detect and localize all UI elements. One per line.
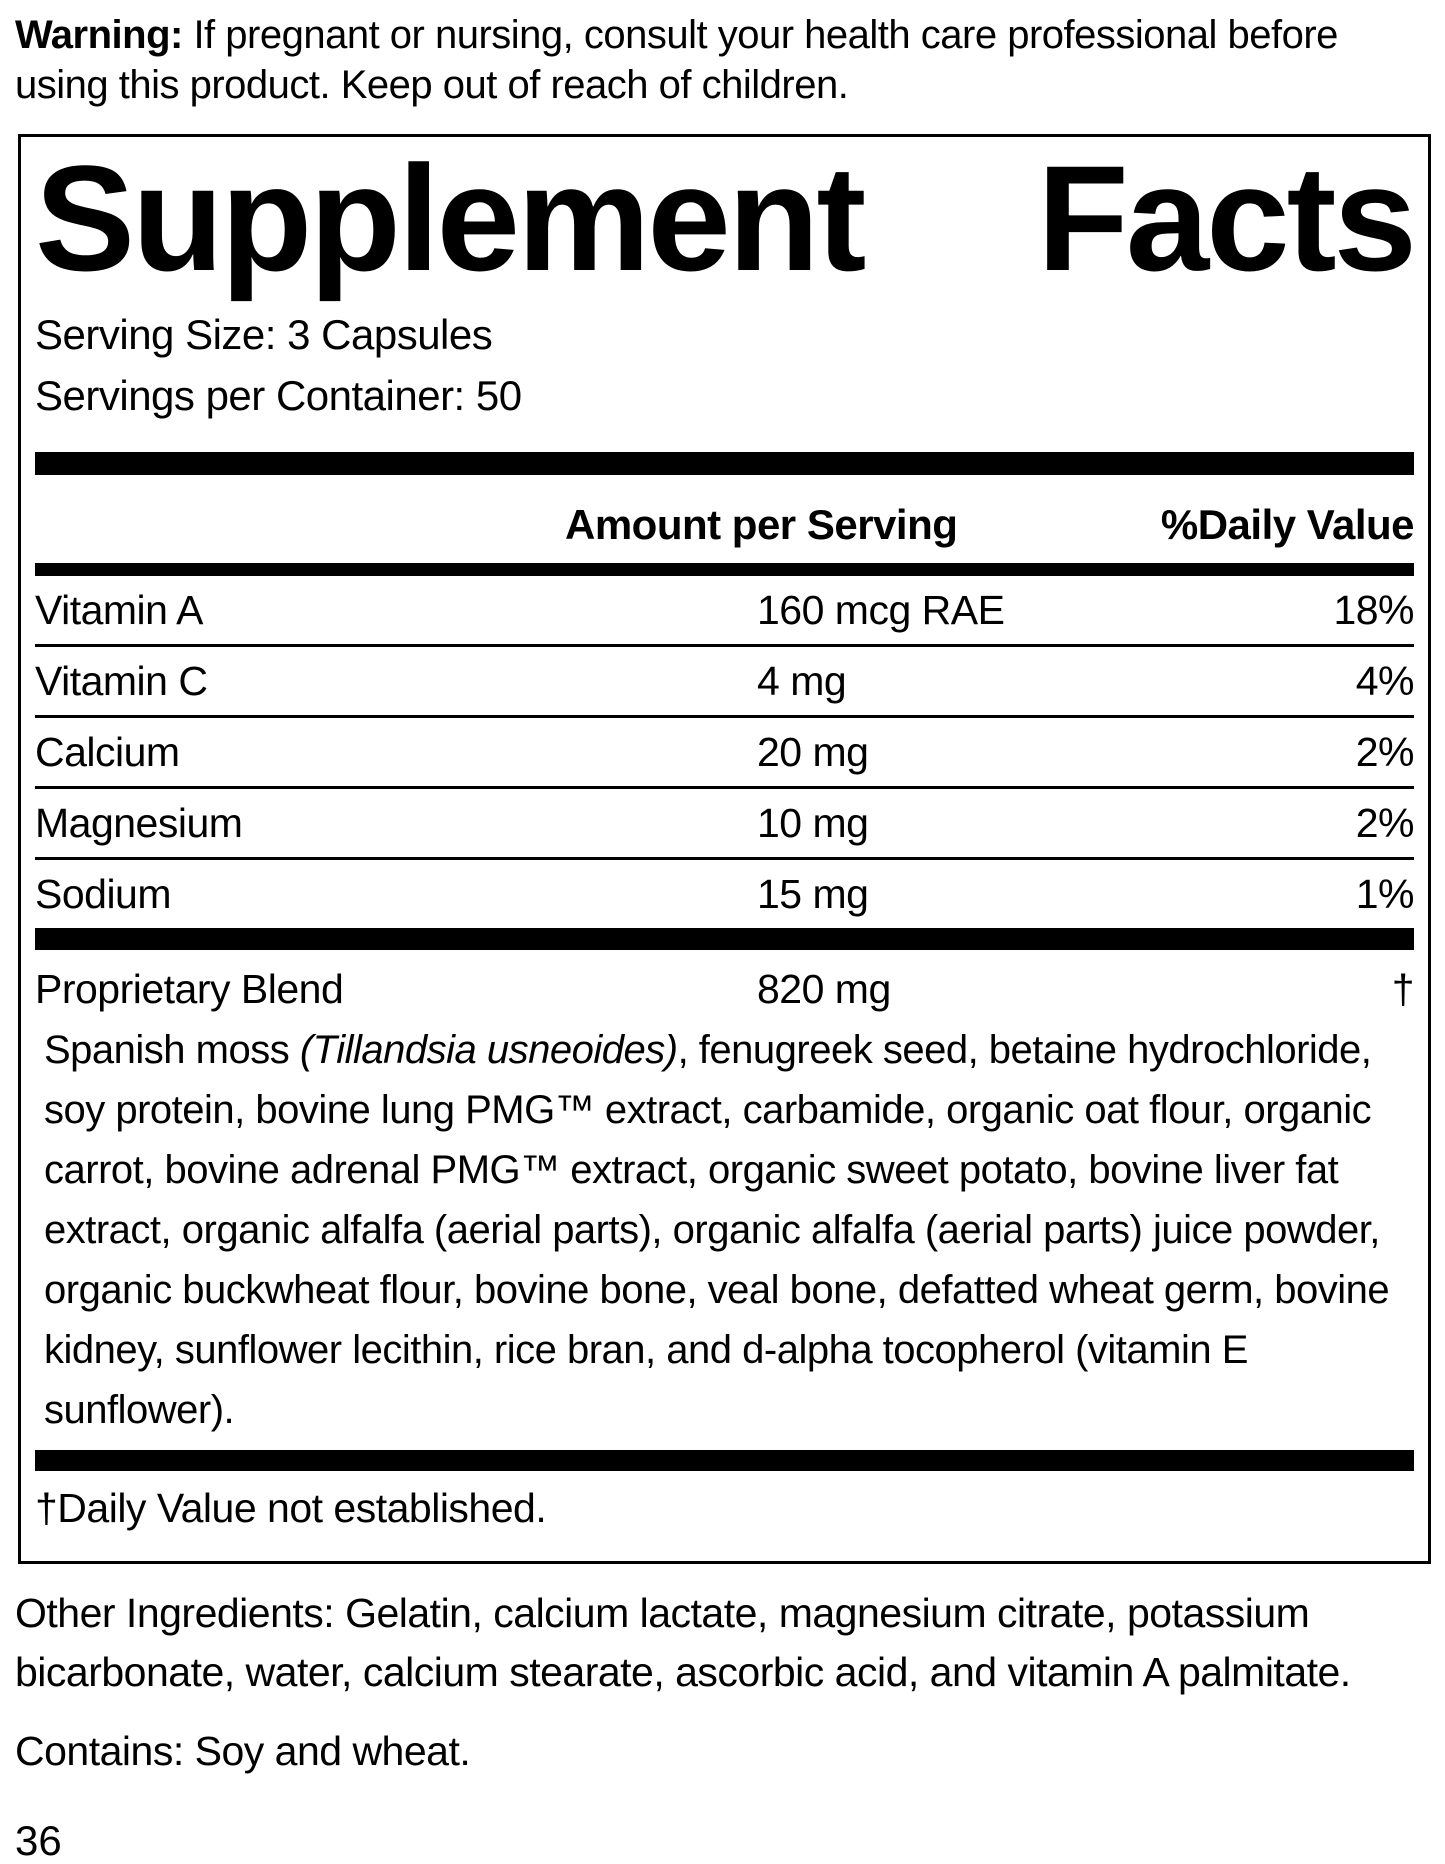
nutrient-name: Sodium bbox=[35, 870, 172, 917]
contains-statement: Contains: Soy and wheat. bbox=[15, 1727, 471, 1774]
nutrient-name: Magnesium bbox=[35, 799, 243, 846]
nutrient-name: Vitamin C bbox=[35, 657, 208, 704]
daily-value-footnote: †Daily Value not established. bbox=[35, 1484, 547, 1531]
supplement-facts-panel bbox=[18, 134, 1431, 1564]
divider-thick-middle bbox=[35, 928, 1414, 950]
table-row-sodium bbox=[35, 860, 1414, 928]
warning-body: If pregnant or nursing, consult your health care professional before using this product. Keep out of reach of children. bbox=[15, 13, 1338, 107]
warning-text bbox=[15, 10, 1415, 110]
nutrient-name: Vitamin A bbox=[35, 586, 203, 633]
table-row-magnesium bbox=[35, 789, 1414, 860]
serving-size: Serving Size: 3 Capsules bbox=[35, 310, 493, 358]
nutrient-amount: 160 mcg RAE bbox=[757, 586, 1005, 633]
divider-medium bbox=[35, 563, 1414, 576]
panel-title-word-facts: Facts bbox=[1037, 134, 1414, 302]
warning-label: Warning: bbox=[15, 13, 183, 57]
nutrient-daily-value: 2% bbox=[1355, 799, 1414, 846]
nutrient-amount: 15 mg bbox=[757, 870, 869, 917]
blend-description-post: , fenugreek seed, betaine hydrochloride, soy protein, bovine lung PMG™ extract, carbamide, organic oat flour, organic carrot, bovine adrenal PMG™ extract, organic sweet potato, bovine liver fat extract, organic alfalfa (aerial parts), organic alfalfa (aerial parts) juice powder, organic buckwheat flour, bovine bone, veal bone, defatted wheat germ, bovine kidney, sunflower lecithin, rice bran, and d-alpha tocopherol (vitamin E sunflower). bbox=[44, 1027, 1390, 1432]
nutrient-daily-value: 1% bbox=[1355, 870, 1414, 917]
amount-column-header: Amount per Serving bbox=[565, 500, 958, 548]
blend-description bbox=[35, 1020, 1414, 1440]
divider-thick-top bbox=[35, 452, 1414, 475]
nutrient-amount: 10 mg bbox=[757, 799, 869, 846]
blend-description-latin-name: (Tillandsia usneoides) bbox=[299, 1027, 678, 1072]
divider-thick-bottom bbox=[35, 1450, 1414, 1471]
blend-daily-value-dagger: † bbox=[1391, 965, 1414, 1012]
nutrient-daily-value: 18% bbox=[1333, 586, 1414, 633]
table-row-calcium bbox=[35, 718, 1414, 789]
nutrient-amount: 4 mg bbox=[757, 657, 847, 704]
panel-title bbox=[35, 134, 1414, 302]
column-header-row bbox=[35, 475, 1414, 563]
nutrient-daily-value: 2% bbox=[1355, 728, 1414, 775]
page-number: 36 bbox=[15, 1816, 62, 1864]
panel-title-word-supplement: Supplement bbox=[35, 134, 864, 302]
table-row-vitamin-c bbox=[35, 647, 1414, 718]
blend-name: Proprietary Blend bbox=[35, 965, 344, 1012]
servings-per-container: Servings per Container: 50 bbox=[35, 371, 522, 419]
daily-value-column-header: %Daily Value bbox=[1160, 500, 1414, 548]
nutrient-table bbox=[35, 576, 1414, 928]
blend-amount: 820 mg bbox=[757, 965, 891, 1012]
nutrient-daily-value: 4% bbox=[1355, 657, 1414, 704]
table-row-vitamin-a bbox=[35, 576, 1414, 647]
nutrient-name: Calcium bbox=[35, 728, 180, 775]
nutrient-amount: 20 mg bbox=[757, 728, 869, 775]
blend-description-pre: Spanish moss bbox=[44, 1027, 300, 1072]
other-ingredients: Other Ingredients: Gelatin, calcium lactate, magnesium citrate, potassium bicarbonate, water, calcium stearate, ascorbic acid, and vitamin A palmitate. bbox=[15, 1589, 1351, 1695]
table-row-proprietary-blend bbox=[35, 950, 1414, 1020]
